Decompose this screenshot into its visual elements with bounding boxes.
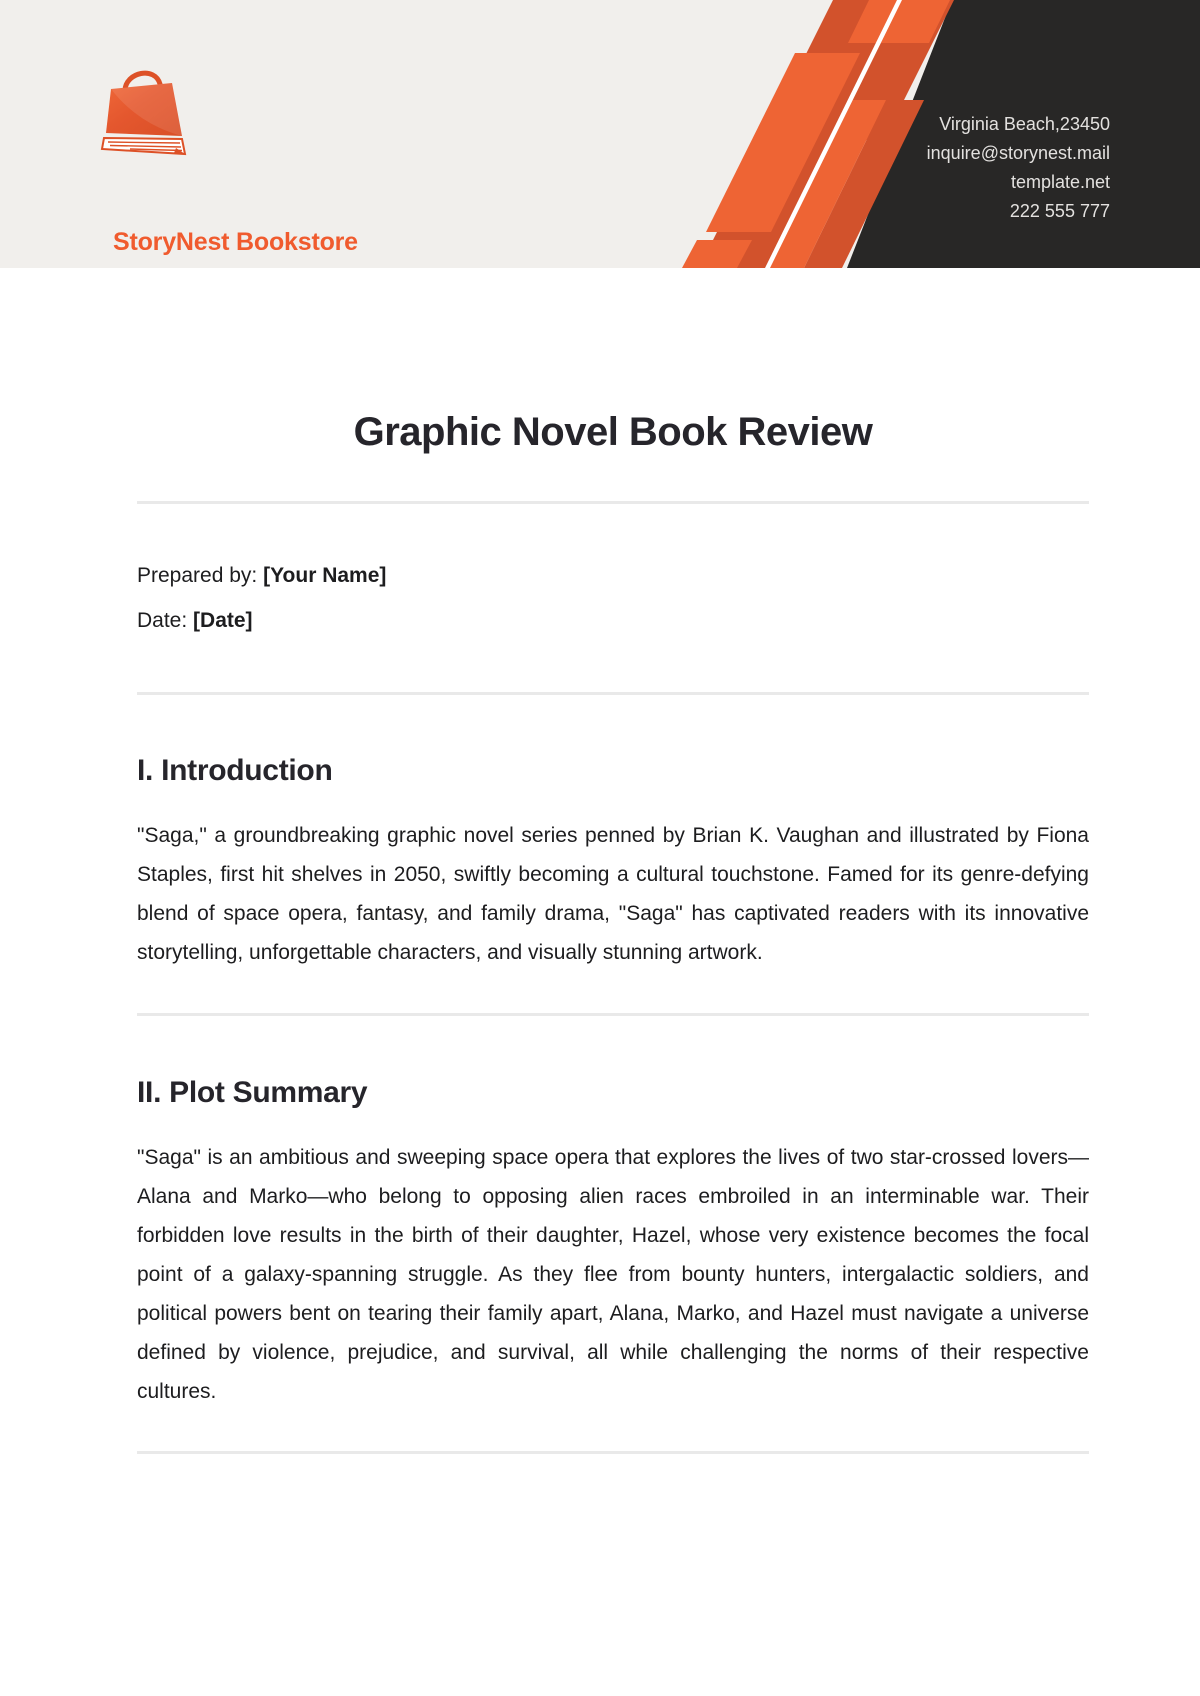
section-body-plot-summary: "Saga" is an ambitious and sweeping space opera that explores the lives of two star-crossed lovers—Alana and Marko—who belong to opposing alien races embroiled in an interminable war. Their forbidden love results in the birth of their daughter, Hazel, whose very existence becomes the focal point of a galaxy-spanning struggle. As they flee from bounty hunters, intergalactic soldiers, and political powers bent on tearing their family apart, Alana, Marko, and Hazel must navigate a universe defined by violence, prejudice, and survival, all while challenging the norms of their respective cultures. xyxy=(137,1146,1089,1403)
prepared-by-value: [Your Name] xyxy=(263,564,387,587)
contact-address: Virginia Beach,23450 xyxy=(939,114,1110,134)
brand-name: StoryNest Bookstore xyxy=(113,228,358,256)
date-value: [Date] xyxy=(193,609,253,632)
letterhead-header xyxy=(0,0,1200,268)
prepared-by-line xyxy=(137,563,1089,589)
divider xyxy=(137,692,1089,695)
contact-block xyxy=(927,110,1110,226)
prepared-by-label: Prepared by: xyxy=(137,564,258,587)
date-line xyxy=(137,608,1089,634)
section-body-introduction: "Saga," a groundbreaking graphic novel series penned by Brian K. Vaughan and illustrated by Fiona Staples, first hit shelves in 2050, swiftly becoming a cultural touchstone. Famed for its genre-defying blend of space opera, fantasy, and family drama, "Saga" has captivated readers with its innovative storytelling, unforgettable characters, and visually stunning artwork. xyxy=(137,824,1089,964)
book-shopping-bag-icon xyxy=(100,62,192,164)
brand-block xyxy=(100,62,358,256)
document-content xyxy=(137,408,1089,1454)
page-title: Graphic Novel Book Review xyxy=(353,410,873,454)
section-heading-introduction: I. Introduction xyxy=(137,754,333,787)
section-heading-plot-summary: II. Plot Summary xyxy=(137,1076,368,1109)
divider xyxy=(137,1451,1089,1454)
divider xyxy=(137,501,1089,504)
divider xyxy=(137,1013,1089,1016)
contact-phone: 222 555 777 xyxy=(1009,201,1110,221)
contact-website: template.net xyxy=(1010,172,1110,192)
contact-email: inquire@storynest.mail xyxy=(926,143,1110,163)
date-label: Date: xyxy=(137,609,188,632)
